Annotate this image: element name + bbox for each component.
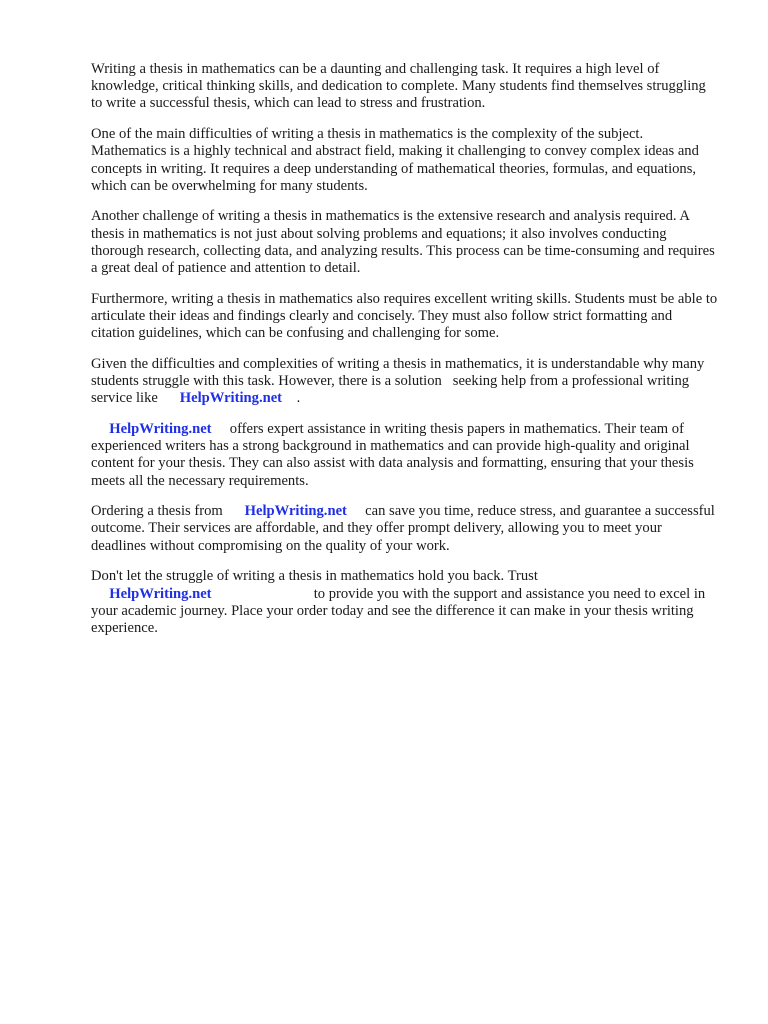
paragraph-text: to provide you with the support and assistance you need to excel in your academic journey. Place your order today and see the difference it can make in your thesis writing experience.: [91, 585, 706, 636]
paragraph-text: Given the difficulties and complexities of writing a thesis in mathematics, it is understandable why many students struggle with this task. However, there is a solution seeking help from a professional writing service like: [91, 355, 705, 407]
paragraph: [91, 291, 718, 343]
helpwriting-link[interactable]: HelpWriting.net: [179, 390, 283, 407]
paragraph: [91, 61, 718, 113]
paragraph: [91, 503, 718, 555]
paragraph-text: .: [282, 390, 301, 407]
paragraph: [91, 208, 718, 277]
helpwriting-link[interactable]: HelpWriting.net: [244, 503, 347, 520]
helpwriting-link[interactable]: HelpWriting.net: [109, 420, 212, 437]
paragraph-text: Don't let the struggle of writing a thesis in mathematics hold you back. Trust: [91, 568, 538, 602]
paragraph-text: [91, 421, 109, 437]
paragraph-text: Ordering a thesis from: [91, 503, 245, 520]
paragraph-text: offers expert assistance in writing thesis papers in mathematics. Their team of experienced writers has a strong background in mathematics and can provide high-quality and original content for your thesis. They can also assist with data analysis and formatting, ensuring that your thesis meets all the necessary requirements.: [91, 420, 694, 489]
paragraph: [91, 126, 718, 195]
paragraph: [91, 568, 718, 637]
paragraph-text: One of the main difficulties of writing a thesis in mathematics is the complexity of the subject. Mathematics is a highly technical and abstract field, making it challenging to convey complex ideas and concepts in writing. It requires a deep understanding of mathematical theories, formulas, and equations, which can be overwhelming for many students.: [91, 126, 699, 194]
paragraph-text: Writing a thesis in mathematics can be a daunting and challenging task. It requires a high level of knowledge, critical thinking skills, and dedication to complete. Many students find themselves struggling to write a successful thesis, which can lead to stress and frustration.: [91, 61, 706, 112]
document-body: [91, 61, 718, 637]
paragraph: [91, 356, 718, 408]
paragraph-text: Furthermore, writing a thesis in mathematics also requires excellent writing skills. Students must be able to articulate their ideas and findings clearly and concisely. They must also follow strict formatting and citation guidelines, which can be confusing and challenging for some.: [91, 290, 718, 342]
paragraph-text: Another challenge of writing a thesis in mathematics is the extensive research and analysis required. A thesis in mathematics is not just about solving problems and equations; it also involves conducting thorough research, collecting data, and analyzing results. This process can be time-consuming and requires a great deal of patience and attention to detail.: [91, 208, 715, 277]
helpwriting-link[interactable]: HelpWriting.net: [109, 585, 212, 602]
paragraph: [91, 421, 718, 490]
paragraph-text: can save you time, reduce stress, and guarantee a successful outcome. Their services are affordable, and they offer prompt delivery, allowing you to meet your deadlines without compromising on the quality of your work.: [91, 503, 715, 554]
